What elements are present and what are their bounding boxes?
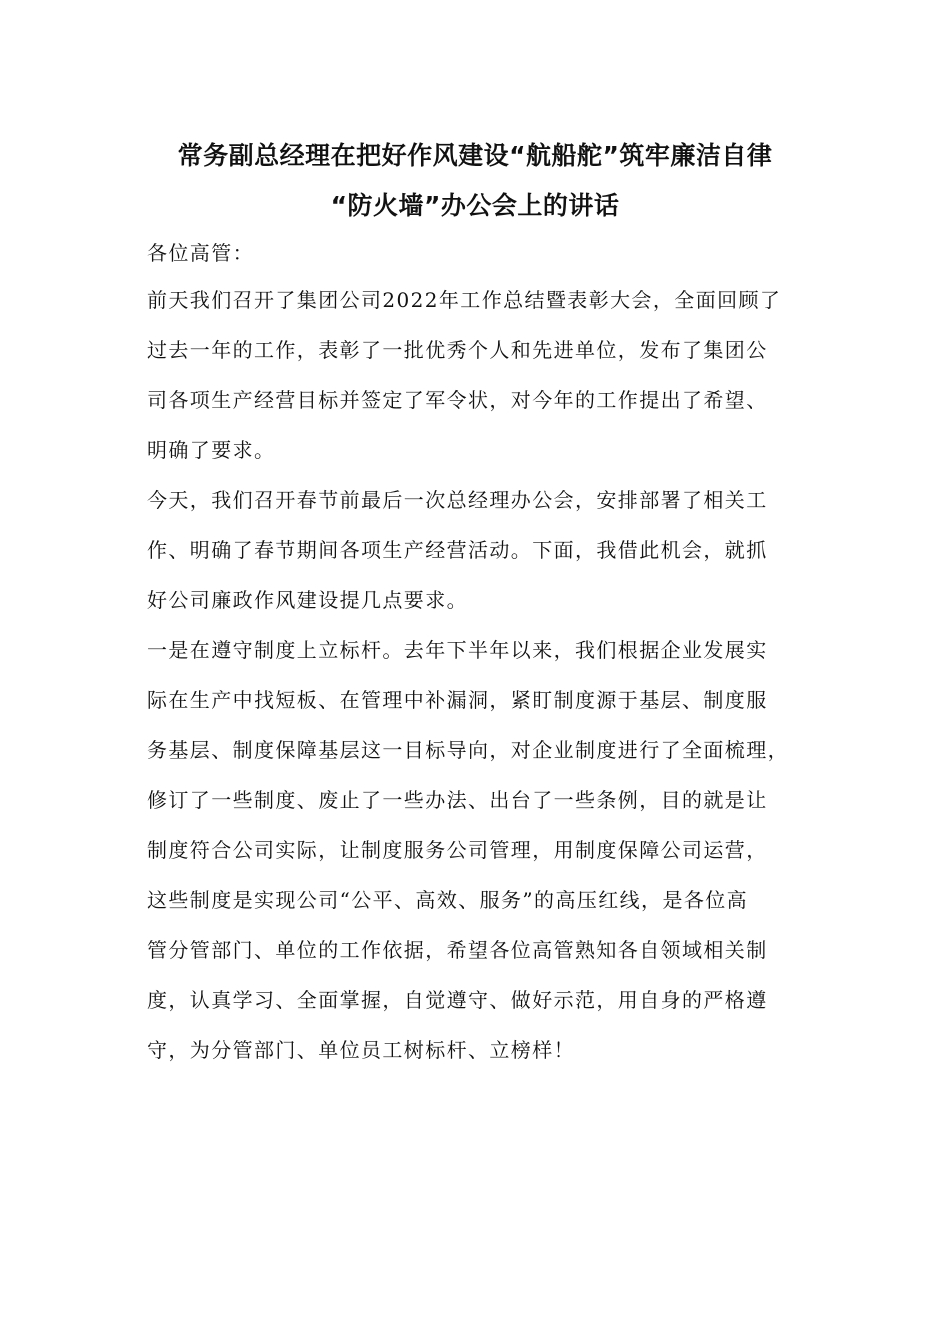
- paragraph-3-line-9: 守，为分管部门、单位员工树标杆、立榜样！: [147, 1038, 575, 1062]
- paragraph-3-line-4: 修订了一些制度、废止了一些办法、出台了一些条例，目的就是让: [147, 788, 768, 812]
- paragraph-3-line-3: 务基层、制度保障基层这一目标导向，对企业制度进行了全面梳理，: [147, 738, 789, 762]
- paragraph-1-line-3: 司各项生产经营目标并签定了军令状，对今年的工作提出了希望、: [147, 388, 768, 412]
- salutation: 各位高管：: [147, 241, 254, 265]
- document-title-line-1: 常务副总经理在把好作风建设“航船舵”筑牢廉洁自律: [177, 141, 773, 170]
- paragraph-3-line-1: 一是在遵守制度上立标杆。去年下半年以来，我们根据企业发展实: [147, 638, 768, 662]
- paragraph-3-line-5: 制度符合公司实际，让制度服务公司管理，用制度保障公司运营，: [147, 838, 768, 862]
- paragraph-2-line-1: 今天，我们召开春节前最后一次总经理办公会，安排部署了相关工: [147, 488, 768, 512]
- paragraph-1-line-4: 明确了要求。: [147, 438, 276, 462]
- paragraph-2-line-2: 作、明确了春节期间各项生产经营活动。下面，我借此机会，就抓: [147, 538, 768, 562]
- paragraph-3-line-2: 际在生产中找短板、在管理中补漏洞，紧盯制度源于基层、制度服: [147, 688, 768, 712]
- paragraph-1-line-2: 过去一年的工作，表彰了一批优秀个人和先进单位，发布了集团公: [147, 338, 768, 362]
- paragraph-1-line-1: 前天我们召开了集团公司2022年工作总结暨表彰大会，全面回顾了: [147, 288, 782, 312]
- paragraph-2-line-3: 好公司廉政作风建设提几点要求。: [147, 588, 468, 612]
- document-title-line-2: “防火墙”办公会上的讲话: [330, 191, 620, 220]
- paragraph-3-line-8: 度，认真学习、全面掌握，自觉遵守、做好示范，用自身的严格遵: [147, 988, 768, 1012]
- paragraph-3-line-6: 这些制度是实现公司“公平、高效、服务”的高压红线，是各位高: [147, 888, 749, 912]
- paragraph-3-line-7: 管分管部门、单位的工作依据，希望各位高管熟知各自领域相关制: [147, 938, 768, 962]
